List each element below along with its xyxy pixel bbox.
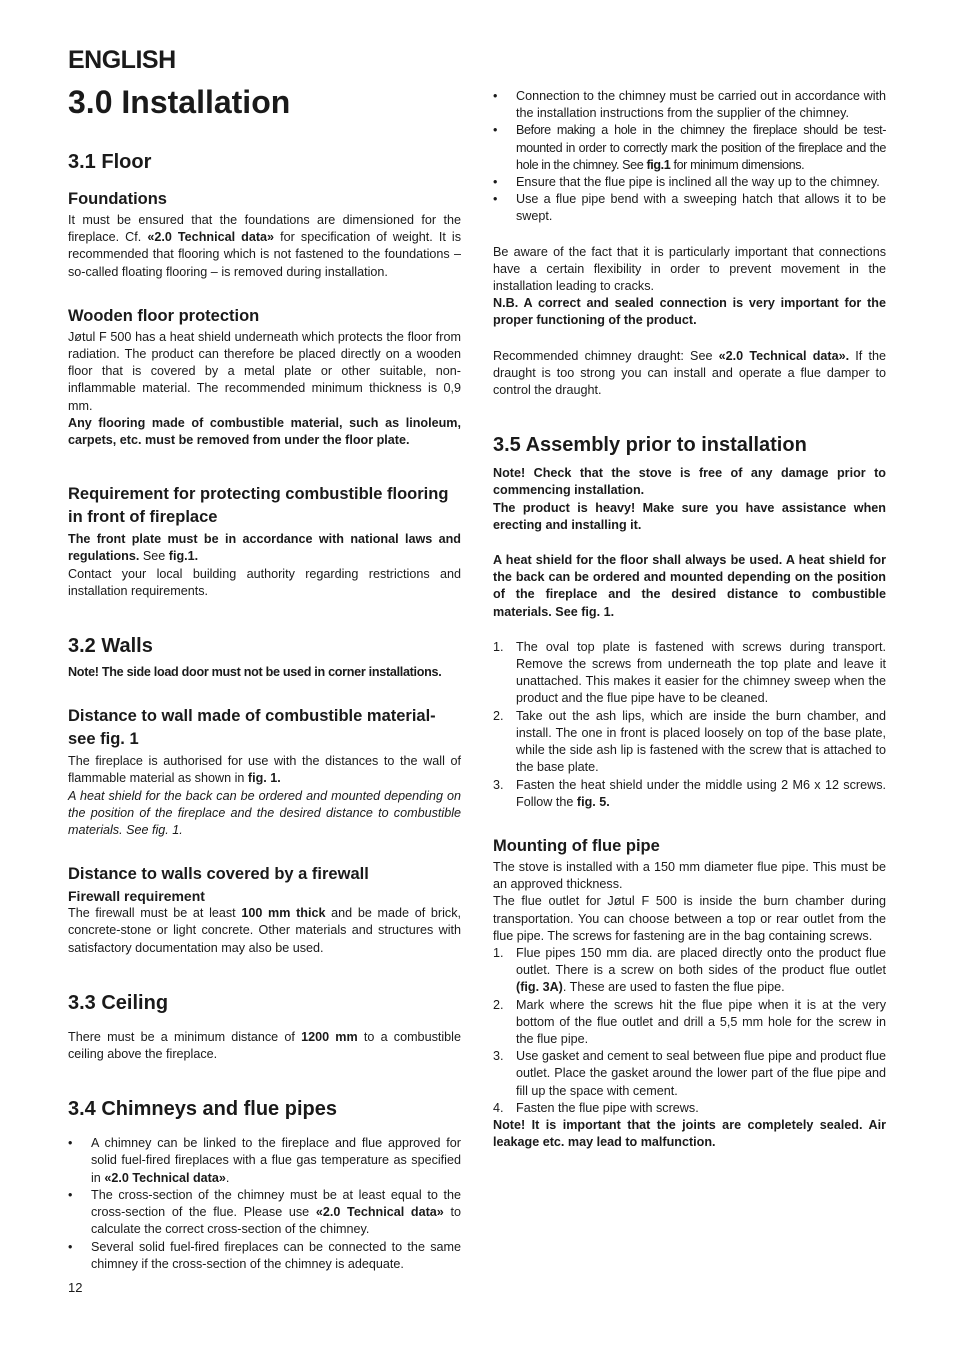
assembly-steps <box>493 639 886 811</box>
list-item: • Connection to the chimney must be carried out in accordance with the installation instructions from the supplier of the chimney. <box>493 89 886 121</box>
connection-note: N.B. A correct and sealed connection is very important for the proper functioning of the product. <box>493 296 886 328</box>
chimney-bullet-list-continued <box>493 88 886 226</box>
firewall-text: The firewall must be at least 100 mm thick and be made of brick, concrete-stone or light concrete. Other materials and structures with satisfactory documentation may also be used. <box>68 906 461 955</box>
list-item: 4. Fasten the flue pipe with screws. <box>493 1100 699 1115</box>
list-item: 2. Take out the ash lips, which are inside the burn chamber, and install. The one in front is placed loosely on top of the base plate, while the side ash lip is fastened with the screw that is attached to the base plate. <box>493 708 886 775</box>
assembly-damage-note: Note! Check that the stove is free of any damage prior to commencing installation. <box>493 466 886 498</box>
left-column <box>68 150 461 1273</box>
flue-sealing-note: Note! It is important that the joints are completely sealed. Air leakage etc. may lead to malfunction. <box>493 1117 886 1150</box>
list-item: • A chimney can be linked to the fireplace and flue approved for solid fuel-fired fireplaces with a flue gas temperature as specified in «2.0 Technical data». <box>68 1136 461 1185</box>
page-number: 12 <box>68 1280 83 1295</box>
front-protection-contact: Contact your local building authority regarding restrictions and installation requirements. <box>68 566 461 598</box>
flexibility-text: Be aware of the fact that it is particularly important that connections have a certain flexibility in order to prevent movement in the installation leading to cracks. <box>493 244 886 294</box>
list-item: • Several solid fuel-fired fireplaces can be connected to the same chimney if the cross-section of the chimney is adequate. <box>68 1239 461 1271</box>
right-column <box>493 88 886 1151</box>
section-heading-walls: 3.2 Walls <box>68 635 153 658</box>
wooden-floor-warning: Any flooring made of combustible material, such as linoleum, carpets, etc. must be removed from under the floor plate. <box>68 415 461 448</box>
draught-text: Recommended chimney draught: See «2.0 Technical data». If the draught is too strong you can install and operate a flue damper to control the draught. <box>493 348 886 398</box>
firewall-requirement-label: Firewall requirement <box>68 888 205 905</box>
subheading-distance-combustible: Distance to wall made of combustible material- see fig. 1 <box>68 707 436 749</box>
list-item: 1. Flue pipes 150 mm dia. are placed directly onto the product flue outlet. There is a screw on both sides of the product flue outlet (fig. 3A). These are used to fasten the flue pipe. <box>493 945 886 995</box>
list-item: • The cross-section of the chimney must be at least equal to the cross-section of the flue. Please use «2.0 Technical data» to calculate the correct cross-section of the chimney. <box>68 1187 461 1237</box>
flue-outlet-text: The flue outlet for Jøtul F 500 is inside the burn chamber during transportation. You can choose between a top or rear outlet from the flue pipe. The screws for fastening are in the bag containing screws. <box>493 894 886 943</box>
front-protection-text: The front plate must be in accordance with national laws and regulations. See fig.1. <box>68 532 461 564</box>
assembly-heat-shield-note: A heat shield for the floor shall always be used. A heat shield for the back can be ordered and mounted depending on the position of the fireplace and the desired distance to combustible materials. See fig. 1. <box>493 553 886 619</box>
subheading-flue-pipe: Mounting of flue pipe <box>493 836 660 855</box>
subheading-foundations: Foundations <box>68 190 167 208</box>
list-item: 1. The oval top plate is fastened with screws during transport. Remove the screws from underneath the top plate and leave it unattached. This makes it easier for the chimney sweep when the product and the flue pipe have to be cleaned. <box>493 639 886 706</box>
list-item: • Before making a hole in the chimney the fireplace should be test-mounted in order to correctly mark the position of the fireplace and the hole in the chimney. See fig.1 for minimum dimensions. <box>493 123 886 172</box>
subheading-front-protection: Requirement for protecting combustible flooring in front of fireplace <box>68 485 449 527</box>
distance-heat-shield-note: A heat shield for the back can be ordered and mounted depending on the position of the fireplace and the desired distance to combustible materials. See fig. 1. <box>68 788 461 838</box>
language-label: ENGLISH <box>68 46 176 74</box>
wooden-floor-text: Jøtul F 500 has a heat shield underneath which protects the floor from radiation. The product can therefore be placed directly on a wooden floor that is covered by a metal plate or other suitable, non-inflammable material. The recommended minimum thickness is 0,9 mm. <box>68 329 461 413</box>
foundations-text: It must be ensured that the foundations are dimensioned for the fireplace. Cf. «2.0 Technical data» for specification of weight. It is recommended that flooring which is not fastened to the foundations – so-called floating flooring – is removed during installation. <box>68 213 461 279</box>
section-heading-floor: 3.1 Floor <box>68 151 152 173</box>
ceiling-text: There must be a minimum distance of 1200 mm to a combustible ceiling above the fireplace. <box>68 1029 461 1062</box>
list-item: • Use a flue pipe bend with a sweeping hatch that allows it to be swept. <box>493 192 886 224</box>
list-item: 2. Mark where the screws hit the flue pipe when it is at the very bottom of the flue outlet and drill a 5,5 mm hole for the screw in the flue pipe. <box>493 997 886 1046</box>
section-heading-chimneys: 3.4 Chimneys and flue pipes <box>68 1098 337 1121</box>
subheading-wooden-floor: Wooden floor protection <box>68 306 260 325</box>
section-heading-ceiling: 3.3 Ceiling <box>68 991 169 1014</box>
distance-combustible-text: The fireplace is authorised for use with the distances to the wall of flammable material as shown in fig. 1. <box>68 754 461 786</box>
section-heading-assembly: 3.5 Assembly prior to installation <box>493 434 807 457</box>
list-item: 3. Fasten the heat shield under the middle using 2 M6 x 12 screws. Follow the fig. 5. <box>493 777 886 809</box>
assembly-heavy-note: The product is heavy! Make sure you have assistance when erecting and installing it. <box>493 500 886 532</box>
page-title: 3.0 Installation <box>68 84 291 120</box>
chimney-bullet-list <box>68 1135 461 1273</box>
list-item: 3. Use gasket and cement to seal between flue pipe and product flue outlet. Place the gasket around the lower part of the flue pipe and fill up the space with cement. <box>493 1049 886 1098</box>
walls-note: Note! The side load door must not be used in corner installations. <box>68 665 442 680</box>
flue-pipe-intro: The stove is installed with a 150 mm diameter flue pipe. This must be an approved thickness. <box>493 859 886 892</box>
flue-pipe-steps <box>493 945 886 1117</box>
list-item: • Ensure that the flue pipe is inclined all the way up to the chimney. <box>493 175 880 190</box>
subheading-firewall: Distance to walls covered by a firewall <box>68 865 369 884</box>
